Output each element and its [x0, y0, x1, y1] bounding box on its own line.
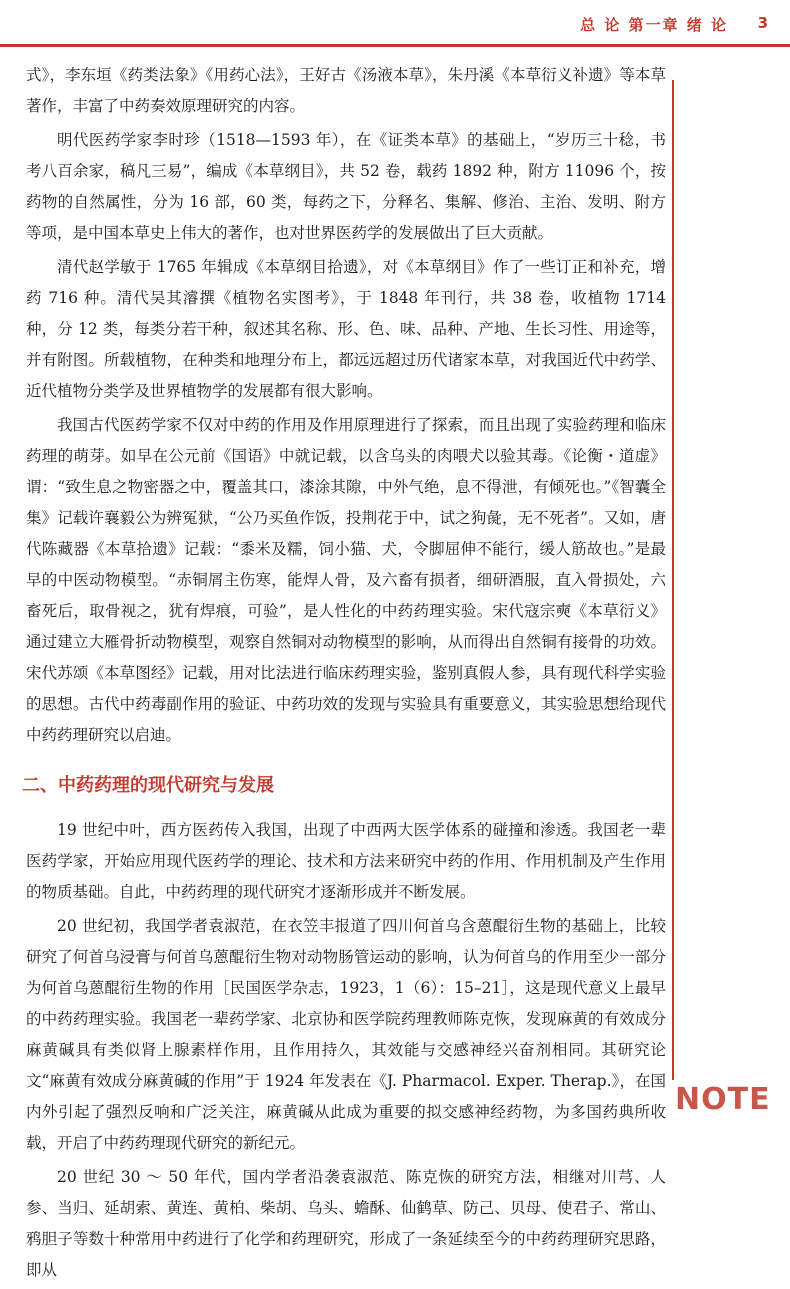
paragraph-qing-dynasty: 清代赵学敏于 1765 年辑成《本草纲目拾遗》，对《本草纲目》作了一些订正和补充，增药 716 种。清代吴其濬撰《植物名实图考》，于 1848 年刊行，共 38 卷，收植物 1714 种，分 12 类，每类分若干种，叙述其名称、形、色、味、品种、产地、生长习性、用途等，并有附图。所载植物，在种类和地理分布上，都远远超过历代诸家本草，对我国近代中药学、近代植物分类学及世界植物学的发展都有很大影响。 [26, 258, 666, 400]
margin-rule [672, 80, 674, 1080]
paragraph-20th-century-early: 20 世纪初，我国学者袁淑范，在衣笠丰报道了四川何首乌含蒽醌衍生物的基础上，比较研究了何首乌浸膏与何首乌蒽醌衍生物对动物肠管运动的影响，认为何首乌的作用至少一部分为何首乌蒽醌衍生物的作用［民国医学杂志，1923，1（6）：15–21］，这是现代意义上最早的中药药理实验。我国老一辈药学家、北京协和医学院药理教师陈克恢，发现麻黄的有效成分麻黄碱具有类似肾上腺素样作用，且作用持久，其效能与交感神经兴奋剂相同。其研究论文“麻黄有效成分麻黄碱的作用”于 1924 年发表在《J. Pharmacol. Exper. Therap.》，在国内外引起了强烈反响和广泛关注，麻黄碱从此成为重要的拟交感神经药物，为多国药典所收载，开启了中药药理现代研究的新纪元。 [26, 917, 666, 1152]
page-header [0, 0, 790, 44]
paragraph-1930s-1950s: 20 世纪 30 ～ 50 年代，国内学者沿袭袁淑范、陈克恢的研究方法，相继对川芎、人参、当归、延胡索、黄连、黄柏、柴胡、乌头、蟾酥、仙鹤草、防己、贝母、使君子、常山、鸦胆子等数十种常用中药进行了化学和药理研究，形成了一条延续至今的中药药理研究思路，即从 [26, 1168, 666, 1279]
paragraph-ancient-experiments: 我国古代医药学家不仅对中药的作用及作用原理进行了探索，而且出现了实验药理和临床药理的萌芽。如早在公元前《国语》中就记载，以含乌头的肉喂犬以验其毒。《论衡・道虚》谓：“致生息之物密器之中，覆盖其口，漆涂其隙，中外气绝，息不得泄，有倾死也。”《智囊全集》记载许襄毅公为辨冤狱，“公乃买鱼作饭，投荆花于中，试之狗彘，无不死者”。又如，唐代陈藏器《本草拾遗》记载：“黍米及糯，饲小猫、犬，令脚屈伸不能行，缓人筋故也。”是最早的中医动物模型。“赤铜屑主伤寒，能焊人骨，及六畜有损者，细研酒服，直入骨损处，六畜死后，取骨视之，犹有焊痕，可验”，是人性化的中药药理实验。宋代寇宗奭《本草衍义》通过建立大雁骨折动物模型，观察自然铜对动物模型的影响，从而得出自然铜有接骨的功效。宋代苏颂《本草图经》记载，用对比法进行临床药理实验，鉴别真假人参，具有现代科学实验的思想。古代中药毒副作用的验证、中药功效的发现与实验具有重要意义，其实验思想给现代中药药理研究以启迪。 [26, 416, 666, 744]
page-number: 3 [757, 14, 768, 32]
paragraph-continuation: 式》，李东垣《药类法象》《用药心法》，王好古《汤液本草》，朱丹溪《本草衍义补遗》等本草著作，丰富了中药奏效原理研究的内容。 [26, 66, 666, 115]
section-heading: 二、中药药理的现代研究与发展 [22, 775, 274, 796]
running-head: 总 论 第一章 绪 论 [580, 16, 728, 34]
header-rule [0, 44, 790, 47]
paragraph-19th-century: 19 世纪中叶，西方医药传入我国，出现了中西两大医学体系的碰撞和渗透。我国老一辈医药学家，开始应用现代医药学的理论、技术和方法来研究中药的作用、作用机制及产生作用的物质基础。自此，中药药理的现代研究才逐渐形成并不断发展。 [26, 821, 666, 901]
paragraph-li-shizhen: 明代医药学家李时珍（1518—1593 年），在《证类本草》的基础上，“岁历三十稔，书考八百余家，稿凡三易”，编成《本草纲目》，共 52 卷，载药 1892 种，附方 11096 个，按药物的自然属性，分为 16 部，60 类，每药之下，分释名、集解、修治、主治、发明、附方等项，是中国本草史上伟大的著作，也对世界医药学的发展做出了巨大贡献。 [26, 131, 666, 242]
body-text [22, 60, 666, 1289]
note-margin-label: NOTE [675, 1082, 771, 1117]
